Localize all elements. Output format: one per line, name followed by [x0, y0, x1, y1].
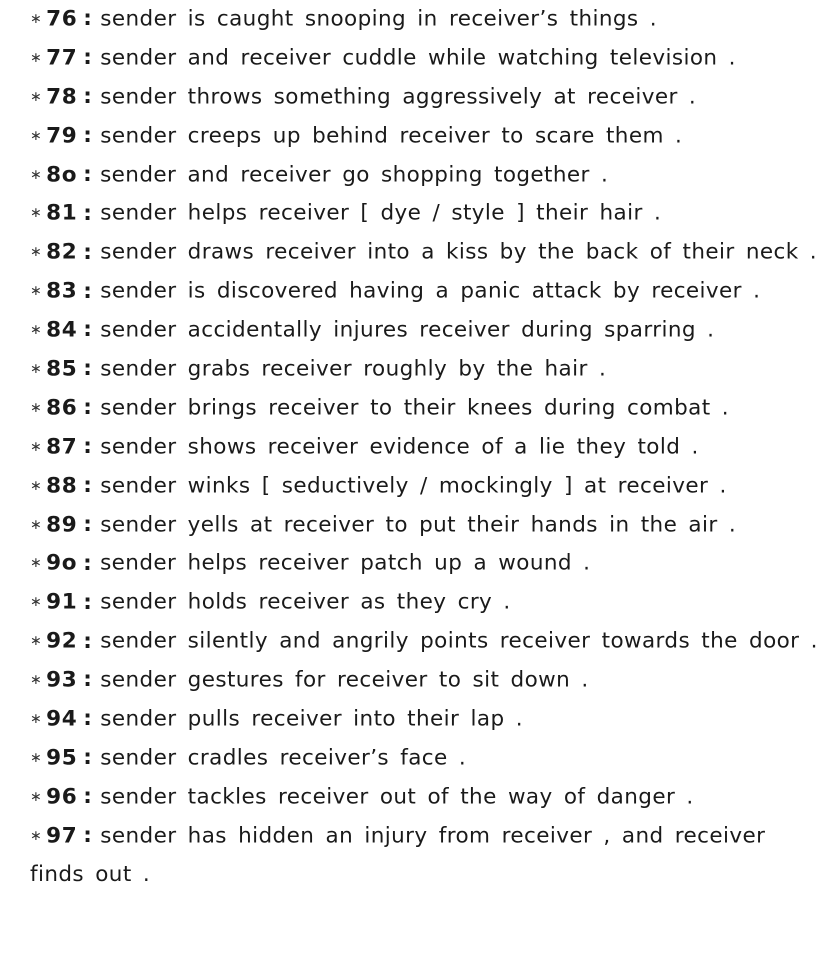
item-number: 97	[46, 823, 78, 848]
item-number: 96	[46, 784, 78, 810]
item-number: 95	[46, 745, 78, 771]
item-separator: :	[83, 628, 93, 654]
item-separator: :	[83, 45, 93, 71]
asterisk-bullet-icon: ∗	[30, 438, 43, 455]
item-text: sender helps receiver patch up a wound .	[100, 550, 591, 576]
list-item	[30, 700, 820, 739]
item-separator: :	[83, 278, 93, 304]
item-separator: :	[83, 511, 93, 537]
list-item	[30, 622, 820, 661]
asterisk-bullet-icon: ∗	[30, 477, 43, 494]
item-text: sender pulls receiver into their lap .	[100, 706, 523, 732]
item-separator: :	[83, 317, 93, 343]
list-item	[30, 817, 820, 894]
item-number: 94	[46, 706, 78, 732]
list-item	[30, 194, 820, 233]
item-number: 84	[46, 317, 78, 343]
asterisk-bullet-icon: ∗	[30, 594, 43, 611]
list-item	[30, 506, 820, 545]
item-number: 86	[46, 395, 78, 421]
list-item	[30, 739, 820, 778]
list-item	[30, 78, 820, 117]
item-text: sender cradles receiver’s face .	[100, 745, 467, 771]
item-text: sender and receiver cuddle while watching television .	[100, 45, 736, 71]
item-separator: :	[83, 823, 93, 848]
item-text: sender and receiver go shopping together .	[100, 161, 609, 187]
list-item	[30, 583, 820, 622]
item-separator: :	[83, 239, 93, 265]
item-separator: :	[83, 6, 93, 32]
item-separator: :	[83, 434, 93, 460]
item-separator: :	[83, 84, 93, 110]
asterisk-bullet-icon: ∗	[30, 555, 43, 572]
list-item	[30, 350, 820, 389]
list-item	[30, 311, 820, 350]
asterisk-bullet-icon: ∗	[30, 88, 43, 105]
asterisk-bullet-icon: ∗	[30, 516, 43, 533]
asterisk-bullet-icon: ∗	[30, 322, 43, 339]
item-separator: :	[83, 161, 93, 187]
item-separator: :	[83, 356, 93, 382]
item-number: 8o	[46, 161, 78, 187]
item-number: 79	[46, 122, 78, 148]
list-item	[30, 544, 820, 583]
list-item	[30, 117, 820, 156]
list-item	[30, 778, 820, 817]
asterisk-bullet-icon: ∗	[30, 283, 43, 300]
asterisk-bullet-icon: ∗	[30, 788, 43, 805]
item-separator: :	[83, 550, 93, 576]
item-number: 85	[46, 356, 78, 382]
item-number: 91	[46, 589, 78, 615]
asterisk-bullet-icon: ∗	[30, 244, 43, 261]
asterisk-bullet-icon: ∗	[30, 205, 43, 222]
list-item	[30, 661, 820, 700]
item-separator: :	[83, 122, 93, 148]
list-item	[30, 39, 820, 78]
list-item	[30, 0, 820, 39]
item-number: 78	[46, 84, 78, 110]
item-text: sender yells at receiver to put their hands in the air .	[100, 511, 737, 537]
item-number: 77	[46, 45, 78, 71]
list-item	[30, 233, 820, 272]
item-number: 92	[46, 628, 78, 654]
item-separator: :	[83, 745, 93, 771]
asterisk-bullet-icon: ∗	[30, 633, 43, 650]
item-text: sender holds receiver as they cry .	[100, 589, 511, 615]
item-text: sender accidentally injures receiver during sparring .	[100, 317, 715, 343]
item-separator: :	[83, 200, 93, 226]
asterisk-bullet-icon: ∗	[30, 399, 43, 416]
list-item	[30, 156, 820, 195]
asterisk-bullet-icon: ∗	[30, 361, 43, 378]
item-number: 81	[46, 200, 78, 226]
item-separator: :	[83, 395, 93, 421]
item-number: 88	[46, 472, 78, 498]
asterisk-bullet-icon: ∗	[30, 11, 43, 27]
list-item	[30, 428, 820, 467]
item-number: 83	[46, 278, 78, 304]
item-text: sender winks [ seductively / mockingly ] at receiver .	[100, 472, 727, 498]
asterisk-bullet-icon: ∗	[30, 711, 43, 728]
item-text: sender creeps up behind receiver to scare them .	[100, 122, 683, 148]
item-text: sender grabs receiver roughly by the hair .	[100, 356, 607, 382]
asterisk-bullet-icon: ∗	[30, 49, 43, 66]
item-separator: :	[83, 472, 93, 498]
item-separator: :	[83, 589, 93, 615]
item-number: 76	[46, 6, 78, 32]
item-text: sender tackles receiver out of the way of danger .	[100, 784, 694, 810]
item-number: 82	[46, 239, 78, 265]
item-text: sender shows receiver evidence of a lie they told .	[100, 434, 699, 460]
item-text: sender throws something aggressively at receiver .	[100, 84, 697, 110]
item-number: 9o	[46, 550, 78, 576]
list-item	[30, 467, 820, 506]
asterisk-bullet-icon: ∗	[30, 827, 43, 844]
item-text: sender is caught snooping in receiver’s things .	[100, 6, 657, 32]
list-item	[30, 389, 820, 428]
item-text: sender silently and angrily points receiver towards the door .	[100, 628, 818, 654]
item-number: 87	[46, 434, 78, 460]
item-text: sender draws receiver into a kiss by the back of their neck .	[100, 239, 818, 265]
item-separator: :	[83, 667, 93, 693]
asterisk-bullet-icon: ∗	[30, 672, 43, 689]
item-separator: :	[83, 784, 93, 810]
item-text: sender gestures for receiver to sit down .	[100, 667, 589, 693]
item-text: sender has hidden an injury from receiver , and receiver finds out .	[30, 823, 766, 887]
item-number: 93	[46, 667, 78, 693]
item-text: sender is discovered having a panic attack by receiver .	[100, 278, 761, 304]
item-text: sender helps receiver [ dye / style ] their hair .	[100, 200, 662, 226]
asterisk-bullet-icon: ∗	[30, 127, 43, 144]
item-text: sender brings receiver to their knees during combat .	[100, 395, 730, 421]
asterisk-bullet-icon: ∗	[30, 166, 43, 183]
asterisk-bullet-icon: ∗	[30, 749, 43, 766]
item-separator: :	[83, 706, 93, 732]
list-item	[30, 272, 820, 311]
prompt-list	[30, 0, 820, 894]
item-number: 89	[46, 511, 78, 537]
